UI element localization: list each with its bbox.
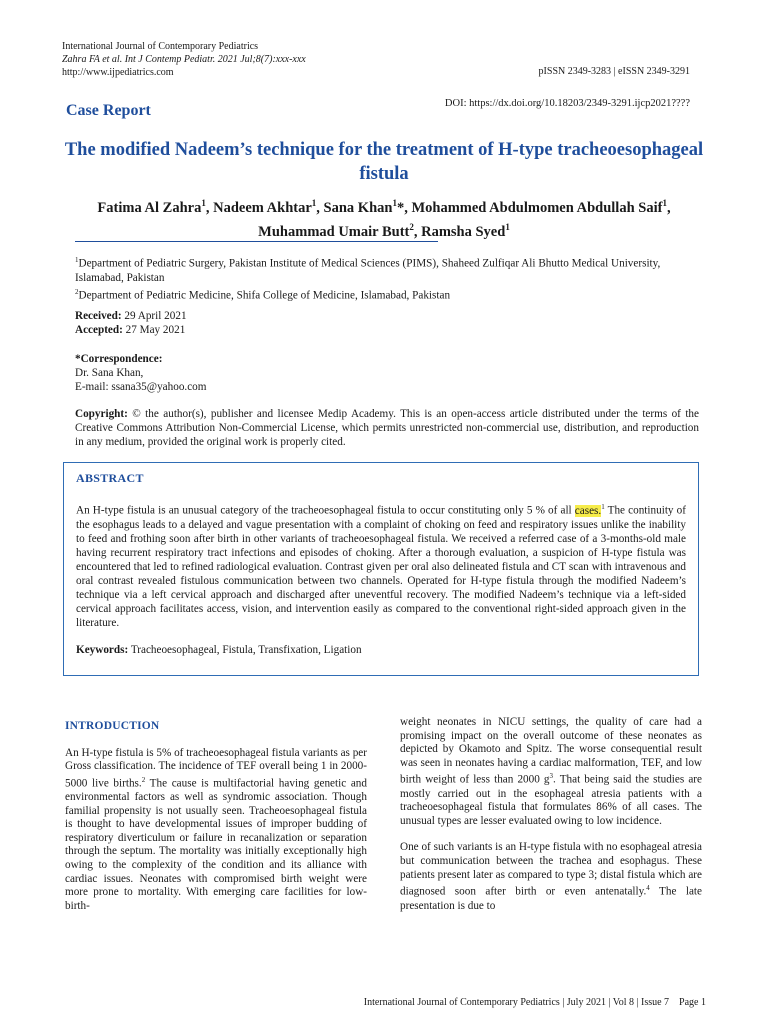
paragraph — [65, 747, 367, 914]
article-title: The modified Nadeem’s technique for the treatment of H-type tracheoesophageal fistula — [64, 140, 704, 184]
author-list — [60, 194, 708, 242]
correspondence-email[interactable]: E-mail: ssana35@yahoo.com — [75, 381, 207, 393]
author-affil-ref: 1 — [201, 198, 206, 208]
abstract-box — [63, 462, 699, 676]
article-dates — [75, 309, 187, 337]
abstract-text-part: The continuity of the esophagus leads to a delayed and vague presentation with a complaint of choking on feed and respiratory issues unlike the inability to feed and frothing soon after birth in other variants of tracheoesophageal fistula. We received a referred case of a 3-months-old male having recurrent respiratory tract infections and episodes of choking. After a thorough evaluation, a suspicion of H-type fistula was encountered that led to refined radiological evaluation. Contrast given per oral also delineated fistula and CT scan with intravenous and oral contrast revealed fistulous communication between two channels. Operated for H-type fistula through the modified Nadeem’s technique via a left cervical approach and discharged after uneventful recovery. The modified Nadeem’s technique via a left-sided cervical approach facilitates access, vision, and intervention easily as compared to the conventional right-sided approach given in the literature. — [76, 504, 686, 629]
author-name: Muhammad Umair Butt — [258, 223, 410, 240]
author-affil-ref: 1 — [505, 221, 510, 232]
abstract-text-part: An H-type fistula is an unusual category of the tracheoesophageal fistula to occur constituting only 5 % of all — [76, 504, 575, 517]
affiliation-number: 2 — [75, 287, 79, 296]
affiliations — [75, 253, 695, 302]
correspondence-name: Dr. Sana Khan, — [75, 367, 144, 379]
issn: pISSN 2349-3283 | eISSN 2349-3291 — [538, 66, 690, 77]
author-affil-ref: 1 — [392, 198, 397, 208]
author-affil-ref: 2 — [409, 221, 414, 232]
correspondence — [75, 352, 206, 394]
received-date: 29 April 2021 — [124, 310, 187, 322]
author-name: Sana Khan — [323, 199, 393, 216]
author-separator: *, — [396, 199, 412, 216]
paragraph-text: One of such variants is an H-type fistula with no esophageal atresia but communication between the trachea and esophagus. These patients present later as compared to type 3; distal fistula which are diagnosed soon after birth or even antenatally. — [400, 841, 702, 898]
paragraph-text: The late presentation is due to — [400, 886, 702, 912]
paragraph-text: An H-type fistula is 5% of tracheoesophageal fistula variants as per Gross classification. The incidence of TEF overall being 1 in 2000-5000 live births. — [65, 746, 367, 790]
author-name: Ramsha Syed — [421, 223, 506, 240]
author-separator: , — [413, 223, 422, 240]
copyright-notice — [75, 407, 699, 449]
keywords — [76, 644, 686, 656]
author-name: Mohammed Abdulmomen Abdullah Saif — [411, 199, 663, 216]
affiliation — [75, 285, 695, 303]
accepted-date: 27 May 2021 — [125, 324, 186, 336]
abstract-text — [76, 500, 686, 630]
paragraph — [400, 841, 702, 913]
reference-marker[interactable]: 2 — [141, 775, 146, 784]
affiliation — [75, 253, 695, 285]
author-affil-ref: 1 — [311, 198, 317, 208]
paragraph-text: The cause is multifactorial having genetic and environmental factors as well as syndromic association. Though familial propensity is not usually seen. Tracheoesophageal fistula is thought to have developmental issues of improper budding of respiratory diverticulum or failure in recanalization or separation through the septum. The mortality was initially exceptionally high owing to the complexity of the condition and its alliance with cardiac issues. Neonates with compromised birth weight were more prone to mortality. With emerging care facilities for low-birth- — [65, 777, 367, 912]
copyright-label: Copyright: — [75, 408, 128, 420]
journal-url[interactable]: http://www.ijpediatrics.com — [62, 67, 174, 78]
keywords-label: Keywords: — [76, 643, 129, 656]
accepted-label: Accepted: — [75, 324, 123, 336]
correspondence-label: *Correspondence: — [75, 353, 163, 365]
received-label: Received: — [75, 310, 122, 322]
paragraph-text: weight neonates in NICU settings, the quality of care had a promising impact on the overall outcome of these neonates as depicted by Okamoto and Spitz. The worse consequential result was seen in neonates having a cardiac malformation, TEF, and low birth weight of less than 2000 g — [400, 716, 702, 787]
paragraph — [400, 716, 702, 828]
doi-link[interactable]: DOI: https://dx.doi.org/10.18203/2349-3291.ijcp2021???? — [444, 98, 690, 109]
affiliation-text: Department of Pediatric Surgery, Pakistan Institute of Medical Sciences (PIMS), Shaheed Zulfiqar Ali Bhutto Medical University, Islamabad, Pakistan — [75, 257, 661, 284]
copyright-text: © the author(s), publisher and licensee Medip Academy. This is an open-access article distributed under the terms of the Creative Commons Attribution Non-Commercial License, which permits unrestricted non-commercial use, distribution, and reproduction in any medium, provided the original work is properly cited. — [75, 408, 699, 448]
reference-marker[interactable]: 3 — [549, 772, 554, 781]
article-type: Case Report — [66, 102, 151, 119]
author-name: Nadeem Akhtar — [213, 199, 312, 216]
affiliation-text: Department of Pediatric Medicine, Shifa College of Medicine, Islamabad, Pakistan — [78, 289, 451, 302]
reference-marker[interactable]: 4 — [646, 884, 650, 893]
divider — [75, 241, 438, 242]
author-name: Fatima Al Zahra — [97, 199, 202, 216]
column-left — [65, 720, 367, 913]
author-separator: , — [666, 199, 671, 216]
paragraph-text: . That being said the studies are mostly carried out in the esophageal atresia patients with a tracheoesophageal fistula that formulates 86% of all cases. The unusual types are lesser evaluated owing to low incidence. — [400, 774, 702, 827]
journal-name: International Journal of Contemporary Pediatrics — [62, 41, 259, 52]
author-affil-ref: 1 — [662, 198, 667, 208]
keywords-list: Tracheoesophageal, Fistula, Transfixation, Ligation — [130, 643, 362, 656]
journal-header — [62, 40, 362, 79]
reference-marker[interactable]: 1 — [601, 503, 605, 511]
author-separator: , — [205, 199, 214, 216]
page-footer: International Journal of Contemporary Pediatrics | July 2021 | Vol 8 | Issue 7 Page 1 — [363, 997, 706, 1008]
affiliation-number: 1 — [75, 256, 79, 264]
highlighted-text: cases. — [574, 504, 602, 517]
column-right — [400, 716, 702, 913]
section-heading: INTRODUCTION — [65, 720, 160, 732]
abstract-heading: ABSTRACT — [76, 471, 144, 485]
author-separator: , — [316, 199, 324, 216]
citation: Zahra FA et al. Int J Contemp Pediatr. 2021 Jul;8(7):xxx-xxx — [62, 54, 306, 65]
